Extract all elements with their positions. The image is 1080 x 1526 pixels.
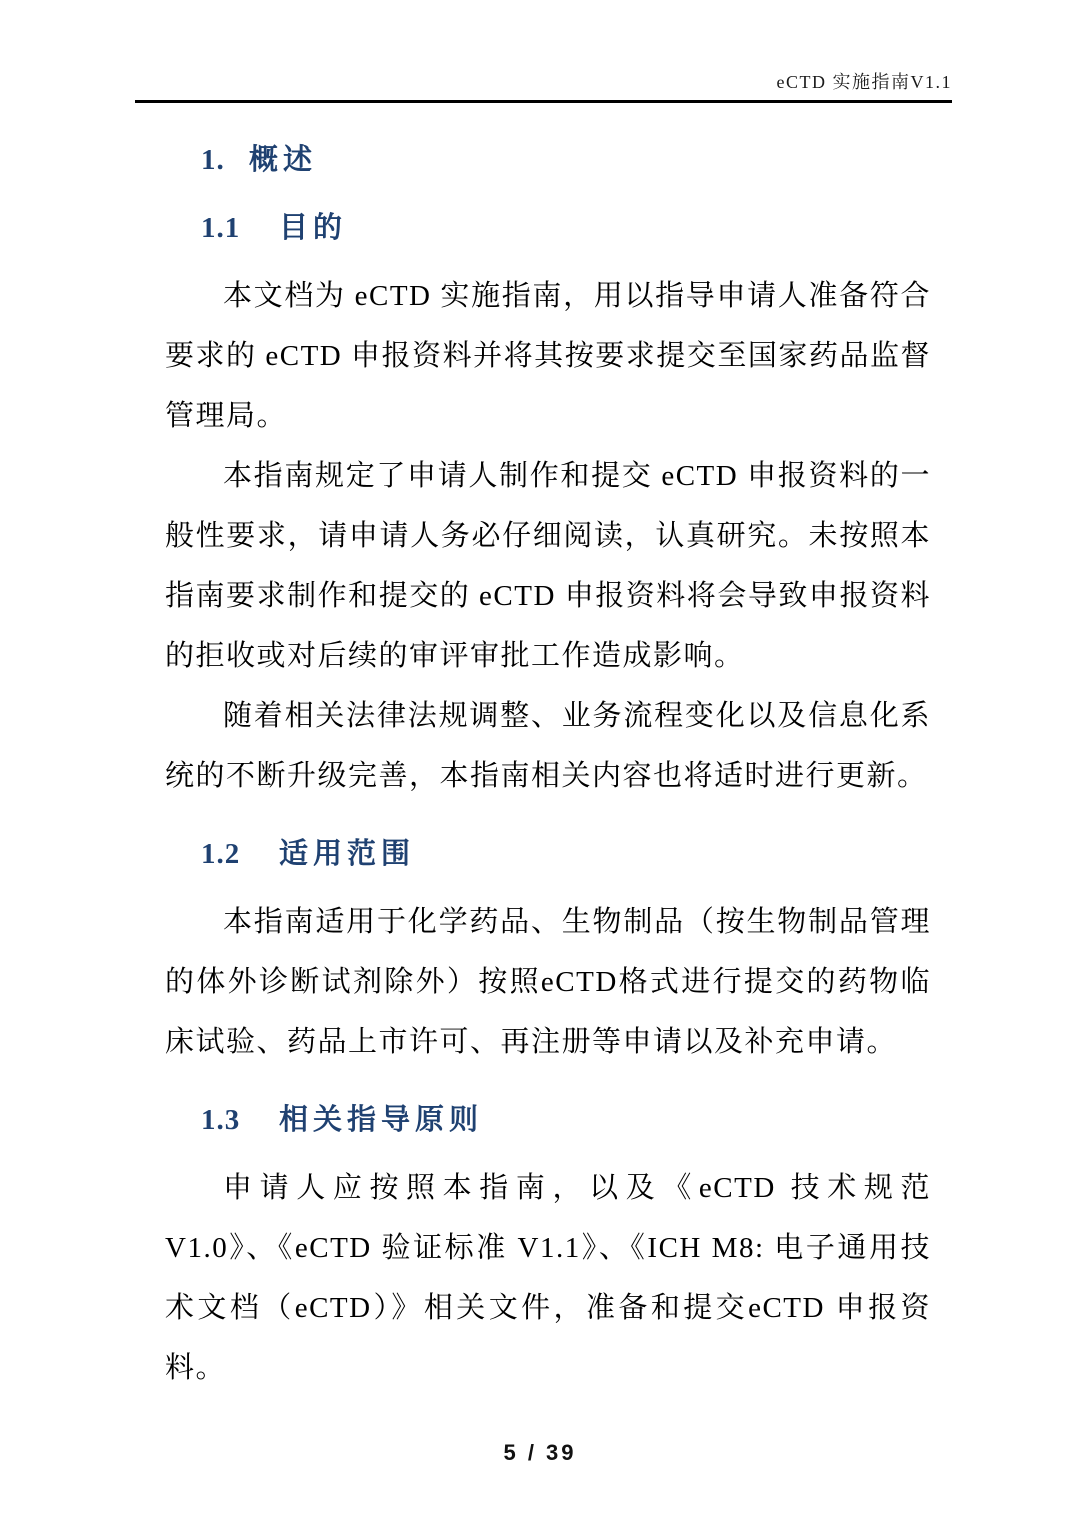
section-heading-1-2 [201,824,931,884]
section-spacer [165,1072,931,1082]
section-title: 适用范围 [279,838,416,870]
page-number-indicator: 5 / 39 [503,1440,577,1465]
header-divider [135,100,952,103]
section-number: 1. [201,144,225,176]
running-header: eCTD 实施指南V1.1 [776,72,952,92]
paragraph: 本指南规定了申请人制作和提交 eCTD 申报资料的一般性要求，请申请人务必仔细阅读，认真研究。未按照本指南要求制作和提交的 eCTD 申报资料将会导致申报资料的拒收或对后续的审评审批工作造成影响。 [165,460,931,672]
section-title: 目的 [279,212,348,244]
section-title: 相关指导原则 [279,1104,484,1136]
section-number: 1.1 [201,212,241,244]
paragraph: 申请人应按照本指南，以及《eCTD 技术规范 V1.0》、《eCTD 验证标准 V1.1》、《ICH M8: 电子通用技术文档（eCTD）》相关文件，准备和提交eCTD 申报资料。 [165,1172,931,1384]
section-spacer [165,806,931,816]
section-heading-1 [201,130,931,190]
section-number: 1.3 [201,1104,241,1136]
section-heading-1-3 [201,1090,931,1150]
section-number: 1.2 [201,838,241,870]
section-heading-1-1 [201,198,931,258]
paragraph: 本指南适用于化学药品、生物制品（按生物制品管理的体外诊断试剂除外）按照eCTD格式进行提交的药物临床试验、药品上市许可、再注册等申请以及补充申请。 [165,906,931,1058]
document-content [165,130,931,1398]
paragraph: 随着相关法律法规调整、业务流程变化以及信息化系统的不断升级完善，本指南相关内容也将适时进行更新。 [165,700,931,792]
section-title: 概述 [249,144,318,176]
paragraph: 本文档为 eCTD 实施指南，用以指导申请人准备符合要求的 eCTD 申报资料并将其按要求提交至国家药品监督管理局。 [165,280,931,432]
